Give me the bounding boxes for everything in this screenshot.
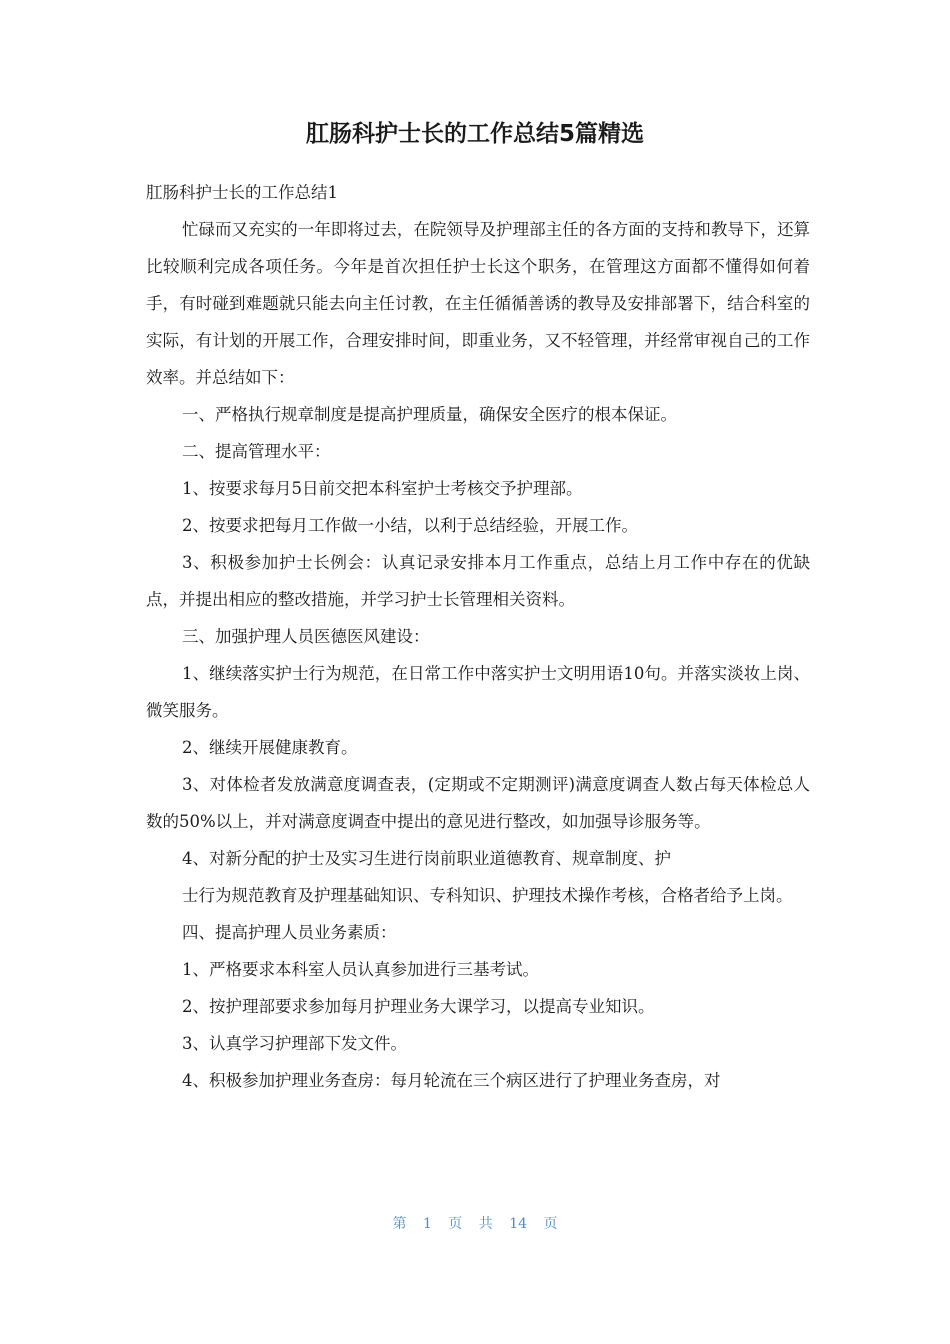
body-paragraph: 三、加强护理人员医德医风建设： [182,627,430,646]
body-paragraph: 四、提高护理人员业务素质： [182,923,397,942]
body-paragraph: 2、按要求把每月工作做一小结，以利于总结经验，开展工作。 [182,516,638,535]
body-paragraph: 士行为规范教育及护理基础知识、专科知识、护理技术操作考核，合格者给予上岗。 [182,886,793,905]
body-paragraph: 忙碌而又充实的一年即将过去，在院领导及护理部主任的各方面的支持和教导下，还算比较顺利完成各项任务。今年是首次担任护士长这个职务，在管理这方面都不懂得如何着手，有时碰到难题就只能去向主任讨教，在主任循循善诱的教导及安排部署下，结合科室的实际，有计划的开展工作，合理安排时间，即重业务，又不轻管理，并经常审视自己的工作效率。并总结如下： [146,220,810,387]
body-paragraph: 一、严格执行规章制度是提高护理质量，确保安全医疗的根本保证。 [182,405,677,424]
body-paragraph: 4、对新分配的护士及实习生进行岗前职业道德教育、规章制度、护 [182,849,671,868]
body-paragraph: 3、认真学习护理部下发文件。 [182,1034,407,1053]
document-body [146,174,810,1099]
body-paragraph: 1、严格要求本科室人员认真参加进行三基考试。 [182,960,539,979]
section-heading: 肛肠科护士长的工作总结1 [146,183,338,202]
body-paragraph: 1、按要求每月5日前交把本科室护士考核交予护理部。 [182,479,583,498]
body-paragraph: 2、继续开展健康教育。 [182,738,358,757]
body-paragraph: 4、积极参加护理业务查房：每月轮流在三个病区进行了护理业务查房，对 [182,1071,721,1090]
page-number-footer: 第 1 页 共 14 页 [392,1216,558,1232]
body-paragraph: 2、按护理部要求参加每月护理业务大课学习，以提高专业知识。 [182,997,655,1016]
document-title: 肛肠科护士长的工作总结5篇精选 [305,121,644,147]
body-paragraph: 3、对体检者发放满意度调查表，(定期或不定期测评)满意度调查人数占每天体检总人数的50%以上，并对满意度调查中提出的意见进行整改，如加强导诊服务等。 [146,775,810,831]
body-paragraph: 1、继续落实护士行为规范，在日常工作中落实护士文明用语10句。并落实淡妆上岗、微笑服务。 [146,664,810,720]
body-paragraph: 二、提高管理水平： [182,442,331,461]
body-paragraph: 3、积极参加护士长例会：认真记录安排本月工作重点，总结上月工作中存在的优缺点，并提出相应的整改措施，并学习护士长管理相关资料。 [146,553,810,609]
